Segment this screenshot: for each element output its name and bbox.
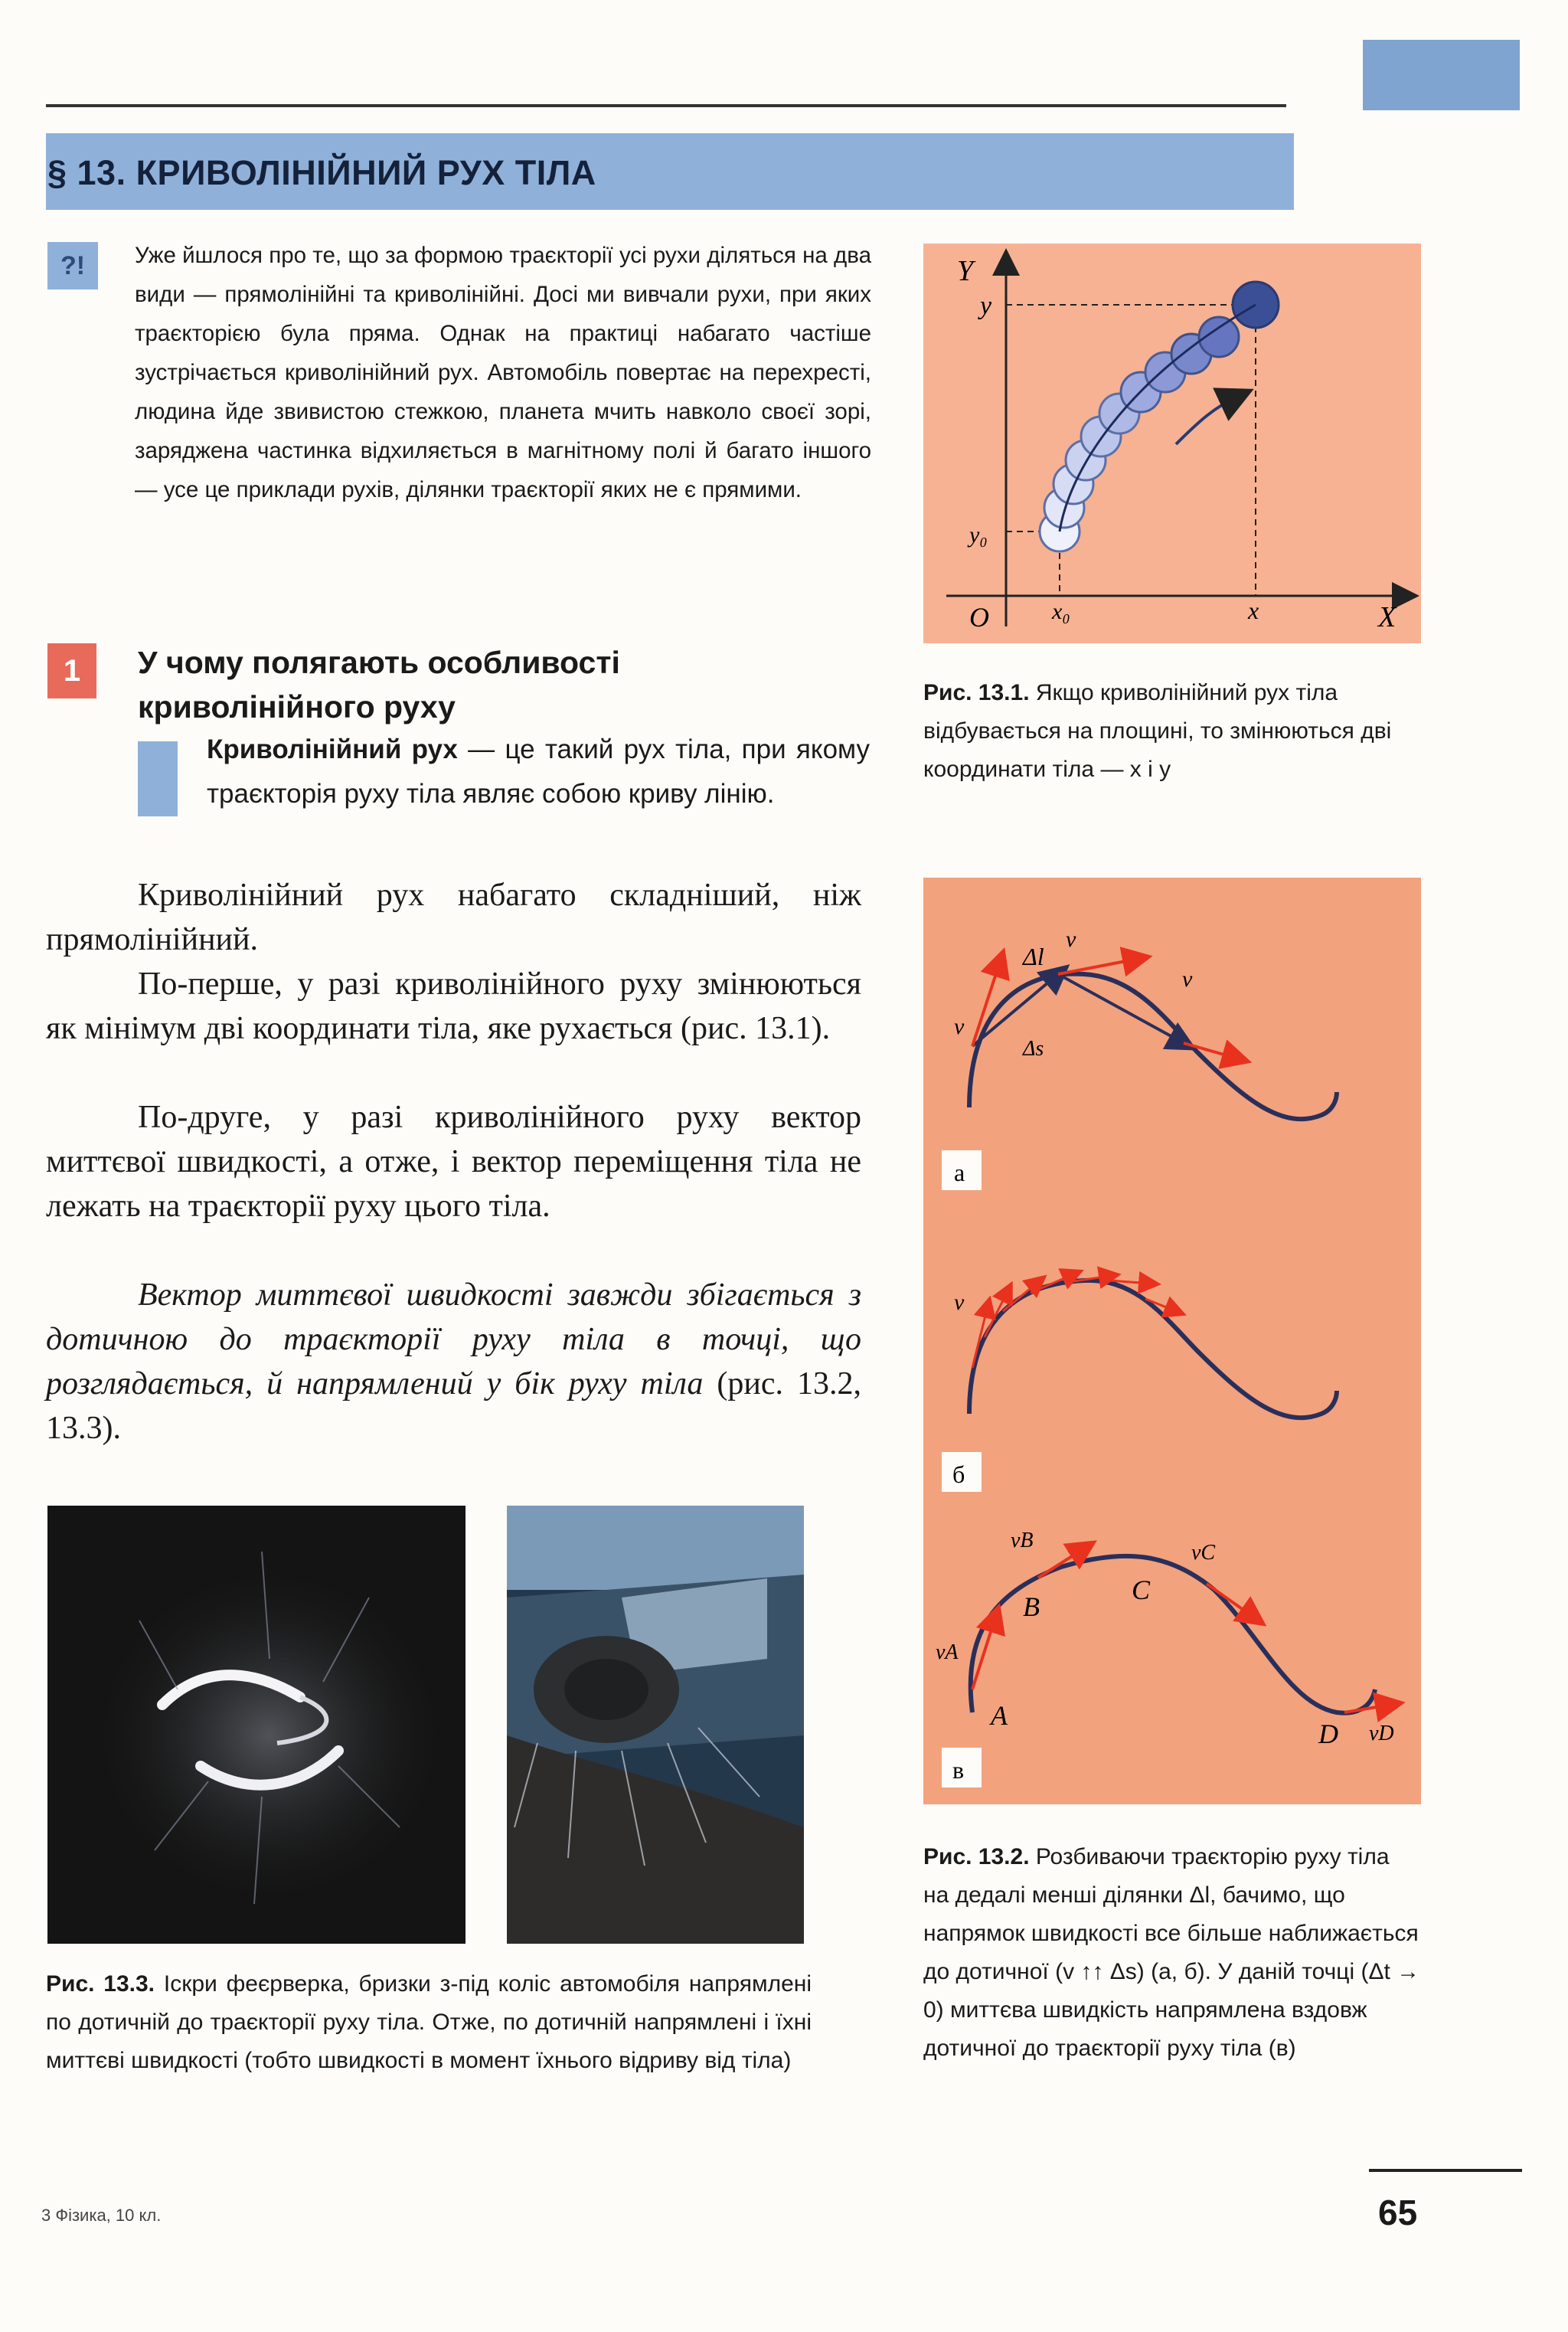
section-title: § 13. КРИВОЛІНІЙНИЙ РУХ ТІЛА bbox=[47, 153, 596, 192]
point-b-label: B bbox=[1023, 1591, 1040, 1622]
fig-13-2-v-label-a3: v bbox=[1182, 966, 1193, 992]
fig-13-2-panel bbox=[923, 878, 1421, 1804]
key-statement: Вектор миттєвої швидкості завжди збігається з дотичною до траєкторії руху тіла в точці, що розглядається, й напрямлений у бік руху тіла bbox=[46, 1277, 861, 1401]
fig-13-2-drawing bbox=[923, 878, 1421, 1804]
subsection-title: У чому полягають особливості криволінійного руху bbox=[138, 645, 620, 724]
page-corner-tab bbox=[1363, 40, 1520, 110]
fig-13-3-caption bbox=[46, 1965, 812, 2080]
body-paragraph-3: По-друге, у разі криволінійного руху вектор миттєвої швидкості, а отже, і вектор переміщення тіла не лежать на траєкторії руху цього тіла. bbox=[46, 1100, 861, 1224]
fig-13-2-panel-a bbox=[942, 927, 1337, 1190]
section-number-badge: 1 bbox=[47, 643, 96, 698]
intro-paragraph: Уже йшлося про те, що за формою траєкторії усі рухи діляться на два види — прямолінійні та криволінійні. Досі ми вивчали рухи, при яких траєкторією була пряма. Однак на практиці набагато частіше зустрічається криволінійний рух. Автомобіль повертає на перехресті, людина йде звивистою стежкою, планета мчить навколо своєї зорі, заряджена частинка відхиляється в магнітному полі й багато іншого — усе це приклади рухів, ділянки траєкторії яких не є прямими. bbox=[135, 243, 871, 502]
fig-13-2-v-label-b: v bbox=[954, 1290, 965, 1315]
definition-marker bbox=[138, 741, 178, 816]
fig-13-3-caption-text: Іскри феєрверка, бризки з-під коліс автомобіля напрямлені по дотичній до траєкторії руху тіла. Отже, по дотичній напрямлені і їхні миттєві швидкості (тобто швидкості в момент їхнього відриву від тіла) bbox=[46, 1971, 812, 2073]
book-title: 3 Фізика, 10 кл. bbox=[41, 2206, 162, 2225]
fig-13-1-drawing bbox=[923, 244, 1421, 643]
point-a-label: A bbox=[991, 1700, 1008, 1731]
fig-13-2-caption bbox=[923, 1838, 1421, 2068]
body-paragraph-4 bbox=[46, 1273, 861, 1451]
fig-13-1-y-label: y bbox=[980, 292, 992, 320]
fig-13-1-panel bbox=[923, 244, 1421, 643]
fig-13-2-v-label-a2: v bbox=[1066, 927, 1076, 952]
fig-13-3-caption-label: Рис. 13.3. bbox=[46, 1971, 155, 1997]
definition-body: — це такий рух тіла, при якому траєкторія руху тіла являє собою криву лінію. bbox=[207, 734, 870, 809]
fig-13-2-panel-a-tag: а bbox=[954, 1159, 965, 1186]
point-c-label: C bbox=[1132, 1575, 1151, 1605]
fig-13-2-panel-b-tag: б bbox=[952, 1460, 965, 1488]
question-badge: ?! bbox=[47, 242, 98, 289]
point-d-label: D bbox=[1318, 1719, 1338, 1749]
body-paragraph-1: Криволінійний рух набагато складніший, ніж прямолінійний. bbox=[46, 878, 861, 957]
fig-13-2-panel-v-tag: в bbox=[952, 1756, 965, 1784]
fig-13-2-caption-text: Розбиваючи траєкторію руху тіла на дедалі менші ділянки Δl, бачимо, що напрямок швидкості все більше наближається до дотичної (v ↑↑ Δs) (а, б). У даній точці (Δt → 0) миттєва швидкість напрямлена вздовж дотичної до траєкторії руху тіла (в) bbox=[923, 1844, 1420, 2061]
fig-13-2-caption-label: Рис. 13.2. bbox=[923, 1844, 1030, 1869]
fig-13-2-v-label-a1: v bbox=[954, 1014, 965, 1039]
fig-13-1-axis-x-label: X bbox=[1378, 601, 1396, 633]
fig-13-2-panel-v bbox=[936, 1529, 1394, 1787]
page-number: 65 bbox=[1378, 2193, 1418, 2232]
fig-13-1-y0-label: y₀ bbox=[969, 522, 988, 548]
fireworks-photo bbox=[47, 1506, 466, 1944]
car-splash-photo bbox=[507, 1506, 804, 1944]
fig-13-1-axis-y-label: Y bbox=[957, 255, 974, 287]
fig-13-2-panel-b bbox=[942, 1274, 1337, 1492]
velocity-b-label: vB bbox=[1011, 1529, 1034, 1552]
definition-term: Криволінійний рух bbox=[207, 734, 458, 764]
fig-13-2-dl-label: Δl bbox=[1023, 943, 1044, 970]
fig-13-1-caption-label: Рис. 13.1. bbox=[923, 680, 1030, 705]
footer-rule bbox=[1369, 2169, 1522, 2172]
fig-13-1-x0-label: x₀ bbox=[1052, 599, 1070, 624]
velocity-a-label: vA bbox=[936, 1640, 959, 1664]
fig-13-1-caption bbox=[923, 674, 1421, 789]
fig-13-1-caption-text: Якщо криволінійний рух тіла відбувається на площині, то змінюються дві координати тіла — x і y bbox=[923, 680, 1392, 782]
key-statement-ref: (рис. 13.2, 13.3). bbox=[46, 1366, 861, 1446]
definition-text bbox=[207, 728, 870, 816]
fig-13-1-origin-label: O bbox=[969, 602, 989, 633]
fig-13-1-x-label: x bbox=[1248, 597, 1259, 624]
body-paragraph-2: По-перше, у разі криволінійного руху змінюються як мінімум дві координати тіла, яке рухається (рис. 13.1). bbox=[46, 966, 861, 1046]
fireworks-drawing bbox=[47, 1506, 466, 1944]
header-rule bbox=[46, 104, 1286, 107]
car-splash-drawing bbox=[507, 1506, 804, 1944]
velocity-c-label: vC bbox=[1191, 1541, 1216, 1565]
velocity-d-label: vD bbox=[1369, 1722, 1394, 1745]
fig-13-2-ds-label: Δs bbox=[1023, 1037, 1044, 1061]
